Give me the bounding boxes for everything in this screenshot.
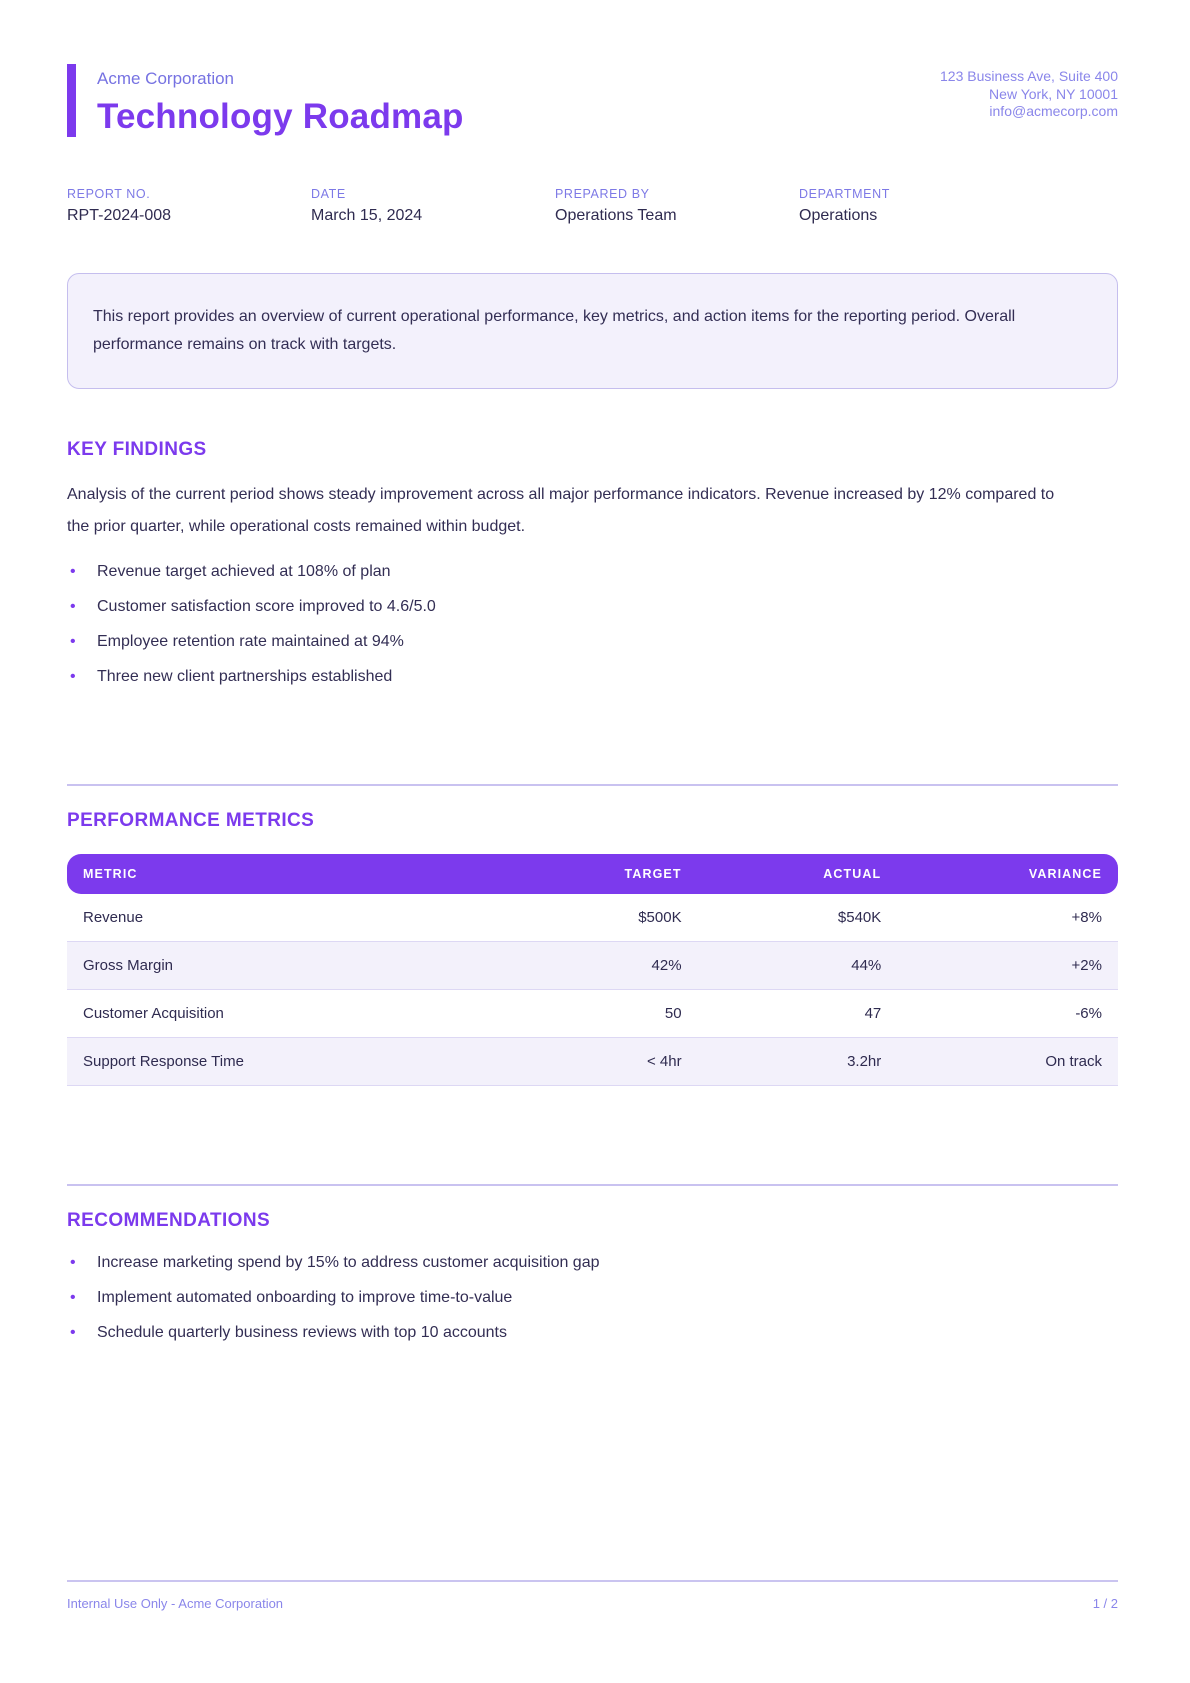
list-item-text: Customer satisfaction score improved to 4.6/5.0 xyxy=(97,598,436,615)
meta-field-date xyxy=(311,187,555,225)
page-footer xyxy=(67,1580,1118,1611)
footer-confidentiality-note: Internal Use Only - Acme Corporation xyxy=(67,1596,284,1611)
actual-cell: $540K xyxy=(837,909,882,926)
list-item xyxy=(67,1324,1118,1342)
company-address xyxy=(940,64,1118,121)
company-name: Acme Corporation xyxy=(97,69,235,88)
list-item-text: Increase marketing spend by 15% to address customer acquisition gap xyxy=(97,1254,600,1271)
meta-value: March 15, 2024 xyxy=(311,207,423,224)
metric-cell: Gross Margin xyxy=(83,957,174,974)
summary-box xyxy=(67,273,1118,389)
table-row xyxy=(67,1038,1118,1086)
meta-field-department xyxy=(799,187,1118,225)
address-line: 123 Business Ave, Suite 400 xyxy=(940,68,1118,84)
target-cell: < 4hr xyxy=(646,1053,682,1070)
metrics-table xyxy=(67,854,1118,1086)
list-item xyxy=(67,668,1118,686)
recommendations-list xyxy=(67,1254,1118,1342)
metric-cell: Revenue xyxy=(83,909,144,926)
column-header-actual: ACTUAL xyxy=(698,854,898,894)
meta-label: DATE xyxy=(311,187,346,201)
header-title-block xyxy=(67,64,464,137)
variance-cell: On track xyxy=(1045,1053,1102,1070)
summary-text: This report provides an overview of current operational performance, key metrics, and action items for the reporting period. Overall performance remains on track with targets. xyxy=(93,308,1016,353)
section-recommendations xyxy=(67,1210,1118,1342)
target-cell: 50 xyxy=(664,1005,682,1022)
list-item-text: Employee retention rate maintained at 94% xyxy=(97,633,404,650)
table-row xyxy=(67,942,1118,990)
list-item-text: Implement automated onboarding to improve time-to-value xyxy=(97,1289,513,1306)
report-header xyxy=(67,64,1118,137)
metric-cell: Support Response Time xyxy=(83,1053,244,1070)
meta-label: PREPARED BY xyxy=(555,187,650,201)
column-header-variance: VARIANCE xyxy=(897,854,1118,894)
target-cell: $500K xyxy=(638,909,682,926)
metrics-table-body xyxy=(67,894,1118,1086)
list-item-text: Three new client partnerships established xyxy=(97,668,393,685)
table-header-row xyxy=(67,854,1118,894)
section-performance-metrics xyxy=(67,810,1118,1086)
key-findings-intro: Analysis of the current period shows steady improvement across all major performance indicators. Revenue increased by 12% compared to the prior quarter, while operational costs remained within budget. xyxy=(67,486,1055,535)
variance-cell: -6% xyxy=(1075,1005,1102,1022)
actual-cell: 47 xyxy=(864,1005,882,1022)
accent-bar xyxy=(67,64,76,137)
metrics-table-header xyxy=(67,854,1118,894)
actual-cell: 3.2hr xyxy=(847,1053,882,1070)
section-divider xyxy=(67,784,1118,786)
actual-cell: 44% xyxy=(851,957,882,974)
meta-field-report-no xyxy=(67,187,311,225)
section-key-findings xyxy=(67,439,1118,686)
list-item-text: Schedule quarterly business reviews with top 10 accounts xyxy=(97,1324,507,1341)
meta-value: RPT-2024-008 xyxy=(67,207,172,224)
metric-cell: Customer Acquisition xyxy=(83,1005,224,1022)
target-cell: 42% xyxy=(651,957,682,974)
report-meta-row xyxy=(67,187,1118,225)
performance-metrics-heading: PERFORMANCE METRICS xyxy=(67,810,315,831)
meta-label: REPORT NO. xyxy=(67,187,151,201)
variance-cell: +2% xyxy=(1071,957,1102,974)
address-line: New York, NY 10001 xyxy=(989,85,1118,102)
list-item-text: Revenue target achieved at 108% of plan xyxy=(97,563,391,580)
address-email: info@acmecorp.com xyxy=(989,103,1118,119)
table-row xyxy=(67,990,1118,1038)
meta-label: DEPARTMENT xyxy=(799,187,890,201)
column-header-metric: METRIC xyxy=(67,854,550,894)
report-title: Technology Roadmap xyxy=(97,97,464,136)
list-item xyxy=(67,1254,1118,1272)
key-findings-list xyxy=(67,563,1118,686)
meta-value: Operations Team xyxy=(555,207,677,224)
column-header-target: TARGET xyxy=(550,854,697,894)
list-item xyxy=(67,1289,1118,1307)
meta-value: Operations xyxy=(799,207,878,224)
key-findings-heading: KEY FINDINGS xyxy=(67,439,207,460)
table-row xyxy=(67,894,1118,942)
section-divider xyxy=(67,1184,1118,1186)
list-item xyxy=(67,563,1118,581)
variance-cell: +8% xyxy=(1071,909,1102,926)
footer-page-number: 1 / 2 xyxy=(1092,1596,1118,1611)
recommendations-heading: RECOMMENDATIONS xyxy=(67,1210,271,1231)
title-stack xyxy=(97,64,464,137)
meta-field-prepared-by xyxy=(555,187,799,225)
list-item xyxy=(67,633,1118,651)
list-item xyxy=(67,598,1118,616)
